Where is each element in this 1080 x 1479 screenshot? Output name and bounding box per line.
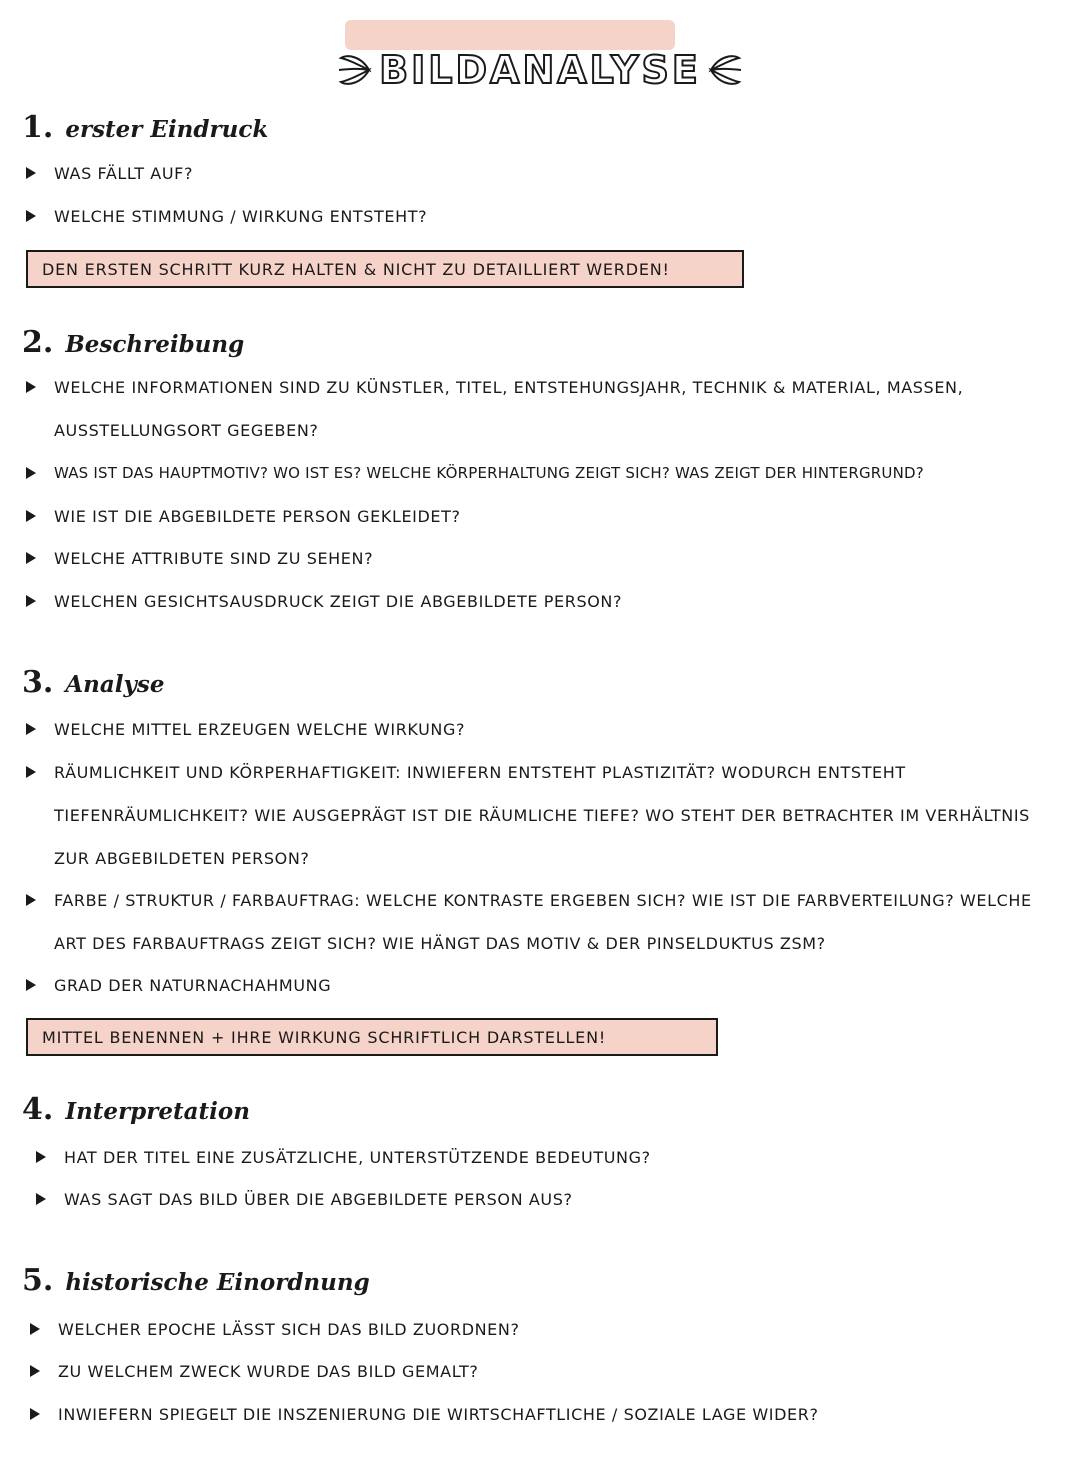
list-item: WAS SAGT DAS BILD ÜBER DIE ABGEBILDETE PERSON AUS? <box>36 1178 1046 1221</box>
tip-box: MITTEL BENENNEN + IHRE WIRKUNG SCHRIFTLICH DARSTELLEN! <box>26 1018 718 1056</box>
triangle-bullet-icon <box>26 552 36 564</box>
leaf-flourish-right-icon <box>707 50 743 90</box>
triangle-bullet-icon <box>26 766 36 778</box>
section-number: 5. <box>22 1263 54 1298</box>
list-item: WELCHE STIMMUNG / WIRKUNG ENTSTEHT? <box>26 195 1046 238</box>
triangle-bullet-icon <box>26 510 36 522</box>
triangle-bullet-icon <box>26 210 36 222</box>
list-item: WAS FÄLLT AUF? <box>26 152 1046 195</box>
triangle-bullet-icon <box>26 979 36 991</box>
section-title: Analyse <box>59 671 170 698</box>
list-item: GRAD DER NATURNACHAHMUNG <box>26 964 1046 1007</box>
list-item: WIE IST DIE ABGEBILDETE PERSON GEKLEIDET? <box>26 495 1046 538</box>
list-item: WELCHER EPOCHE LÄSST SICH DAS BILD ZUORDNEN? <box>30 1308 1050 1351</box>
list-item: WELCHEN GESICHTSAUSDRUCK ZEIGT DIE ABGEBILDETE PERSON? <box>26 580 1046 623</box>
section-number: 3. <box>22 665 54 700</box>
page-title: BILDANALYSE <box>379 48 701 92</box>
section-number: 4. <box>22 1092 54 1127</box>
triangle-bullet-icon <box>26 595 36 607</box>
triangle-bullet-icon <box>26 167 36 179</box>
list-item: WELCHE MITTEL ERZEUGEN WELCHE WIRKUNG? <box>26 708 1046 751</box>
triangle-bullet-icon <box>26 381 36 393</box>
title-row <box>0 38 1080 102</box>
section-2-heading <box>22 325 250 360</box>
section-title: Interpretation <box>59 1098 256 1125</box>
list-item: RÄUMLICHKEIT UND KÖRPERHAFTIGKEIT: INWIEFERN ENTSTEHT PLASTIZITÄT? WODURCH ENTSTEHT TIEFENRÄUMLICHKEIT? WIE AUSGEPRÄGT IST DIE RÄUMLICHE TIEFE? WO STEHT DER BETRACHTER IM VERHÄLTNIS ZUR ABGEBILDETEN PERSON? <box>26 751 1046 880</box>
list-item: INWIEFERN SPIEGELT DIE INSZENIERUNG DIE WIRTSCHAFTLICHE / SOZIALE LAGE WIDER? <box>30 1393 1050 1436</box>
tip-box: DEN ERSTEN SCHRITT KURZ HALTEN & NICHT ZU DETAILLIERT WERDEN! <box>26 250 744 288</box>
triangle-bullet-icon <box>26 723 36 735</box>
triangle-bullet-icon <box>36 1193 46 1205</box>
section-1-heading <box>22 110 274 145</box>
section-title: Beschreibung <box>59 331 250 358</box>
list-item: FARBE / STRUKTUR / FARBAUFTRAG: WELCHE KONTRASTE ERGEBEN SICH? WIE IST DIE FARBVERTEILUNG? WELCHE ART DES FARBAUFTRAGS ZEIGT SICH? WIE HÄNGT DAS MOTIV & DER PINSELDUKTUS ZSM? <box>26 879 1046 965</box>
triangle-bullet-icon <box>36 1151 46 1163</box>
list-item: WELCHE ATTRIBUTE SIND ZU SEHEN? <box>26 537 1046 580</box>
section-5-heading <box>22 1263 376 1298</box>
leaf-flourish-left-icon <box>337 50 373 90</box>
triangle-bullet-icon <box>30 1408 40 1420</box>
section-number: 2. <box>22 325 54 360</box>
list-item: WAS IST DAS HAUPTMOTIV? WO IST ES? WELCHE KÖRPERHALTUNG ZEIGT SICH? WAS ZEIGT DER HINTERGRUND? <box>26 452 1056 495</box>
triangle-bullet-icon <box>26 894 36 906</box>
section-4-heading <box>22 1092 256 1127</box>
section-title: historische Einordnung <box>59 1269 375 1296</box>
list-item: WELCHE INFORMATIONEN SIND ZU KÜNSTLER, TITEL, ENTSTEHUNGSJAHR, TECHNIK & MATERIAL, MASSEN, AUSSTELLUNGSORT GEGEBEN? <box>26 366 1046 452</box>
triangle-bullet-icon <box>30 1323 40 1335</box>
list-item: HAT DER TITEL EINE ZUSÄTZLICHE, UNTERSTÜTZENDE BEDEUTUNG? <box>36 1136 1046 1179</box>
section-3-heading <box>22 665 170 700</box>
list-item: ZU WELCHEM ZWECK WURDE DAS BILD GEMALT? <box>30 1350 1050 1393</box>
triangle-bullet-icon <box>30 1365 40 1377</box>
section-number: 1. <box>22 110 54 145</box>
section-title: erster Eindruck <box>59 116 274 143</box>
triangle-bullet-icon <box>26 467 36 479</box>
